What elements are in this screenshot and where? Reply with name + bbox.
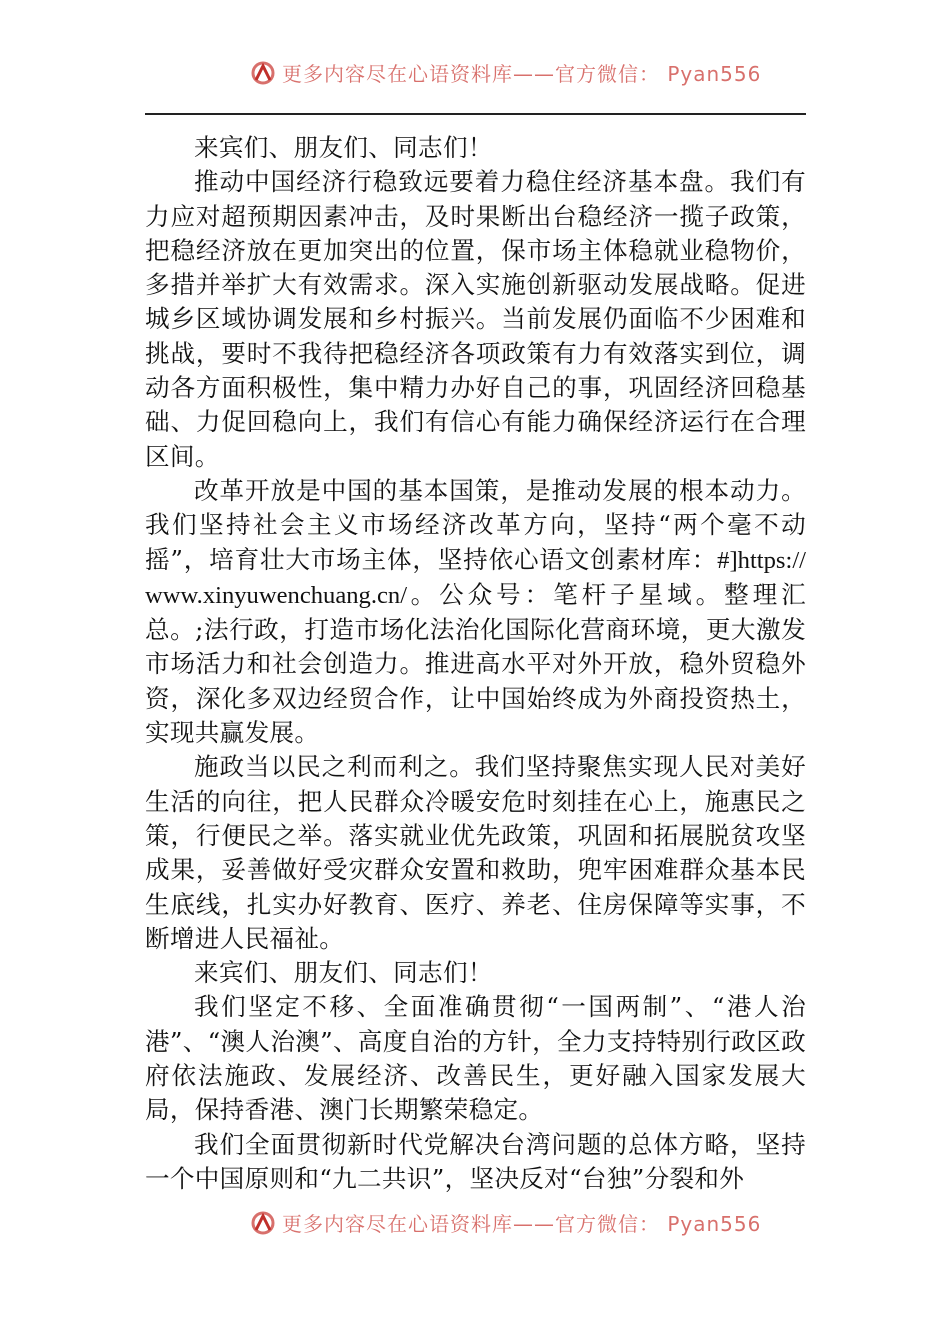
header-divider bbox=[145, 113, 806, 115]
reform-text-a: 改革开放是中国的基本国策，是推动发展的根本动力。我们坚持社会主义市场经济改革方向，坚持“两个毫不动摇”，培育壮大市场主体，坚持依心语文创素材库： bbox=[145, 475, 806, 574]
header-banner-text: 更多内容尽在心语资料库——官方微信： Pyan556 bbox=[282, 62, 762, 86]
source-url-text: #]https://www.xinyuwenchuang.cn/ bbox=[145, 546, 806, 609]
paragraph-hk-macao: 我们坚定不移、全面准确贯彻“一国两制”、“港人治港”、“澳人治澳”、高度自治的方针，全力支持特别行政区政府依法施政、发展经济、改善民生，更好融入国家发展大局，保持香港、澳门长期繁荣稳定。 bbox=[145, 992, 806, 1125]
brand-logo-icon bbox=[250, 60, 276, 86]
paragraph-livelihood: 施政当以民之利而利之。我们坚持聚焦实现人民对美好生活的向往，把人民群众冷暖安危时刻挂在心上，施惠民之策，行便民之举。落实就业优先政策，巩固和拓展脱贫攻坚成果，妥善做好受灾群众安置和救助，兜牢困难群众基本民生底线，扎实办好教育、医疗、养老、住房保障等实事，不断增进人民福祉。 bbox=[145, 752, 806, 953]
reform-text-b: 。公众号：笔杆子星域。整理汇总。;法行政，打造市场化法治化国际化营商环境，更大激发市场活力和社会创造力。推进高水平对外开放，稳外贸稳外资，深化多双边经贸合作，让中国始终成为外商投资热土，实现共赢发展。 bbox=[145, 579, 806, 748]
paragraph-greeting-1: 来宾们、朋友们、同志们！ bbox=[194, 133, 493, 162]
paragraph-taiwan: 我们全面贯彻新时代党解决台湾问题的总体方略，坚持一个中国原则和“九二共识”，坚决反对“台独”分裂和外 bbox=[145, 1129, 806, 1193]
paragraph-reform bbox=[145, 474, 806, 750]
header-watermark-banner bbox=[0, 50, 950, 96]
brand-logo-icon bbox=[250, 1210, 276, 1236]
footer-banner-text: 更多内容尽在心语资料库——官方微信： Pyan556 bbox=[282, 1212, 762, 1236]
paragraph-economy: 推动中国经济行稳致远要着力稳住经济基本盘。我们有力应对超预期因素冲击，及时果断出台稳经济一揽子政策，把稳经济放在更加突出的位置，保市场主体稳就业稳物价，多措并举扩大有效需求。深入实施创新驱动发展战略。促进城乡区域协调发展和乡村振兴。当前发展仍面临不少困难和挑战，要时不我待把稳经济各项政策有力有效落实到位，调动各方面积极性，集中精力办好自己的事，巩固经济回稳基础、力促回稳向上，我们有信心有能力确保经济运行在合理区间。 bbox=[145, 167, 806, 471]
paragraph-greeting-2: 来宾们、朋友们、同志们！ bbox=[194, 958, 493, 988]
footer-watermark-banner bbox=[0, 1196, 950, 1242]
document-body bbox=[145, 131, 806, 1196]
